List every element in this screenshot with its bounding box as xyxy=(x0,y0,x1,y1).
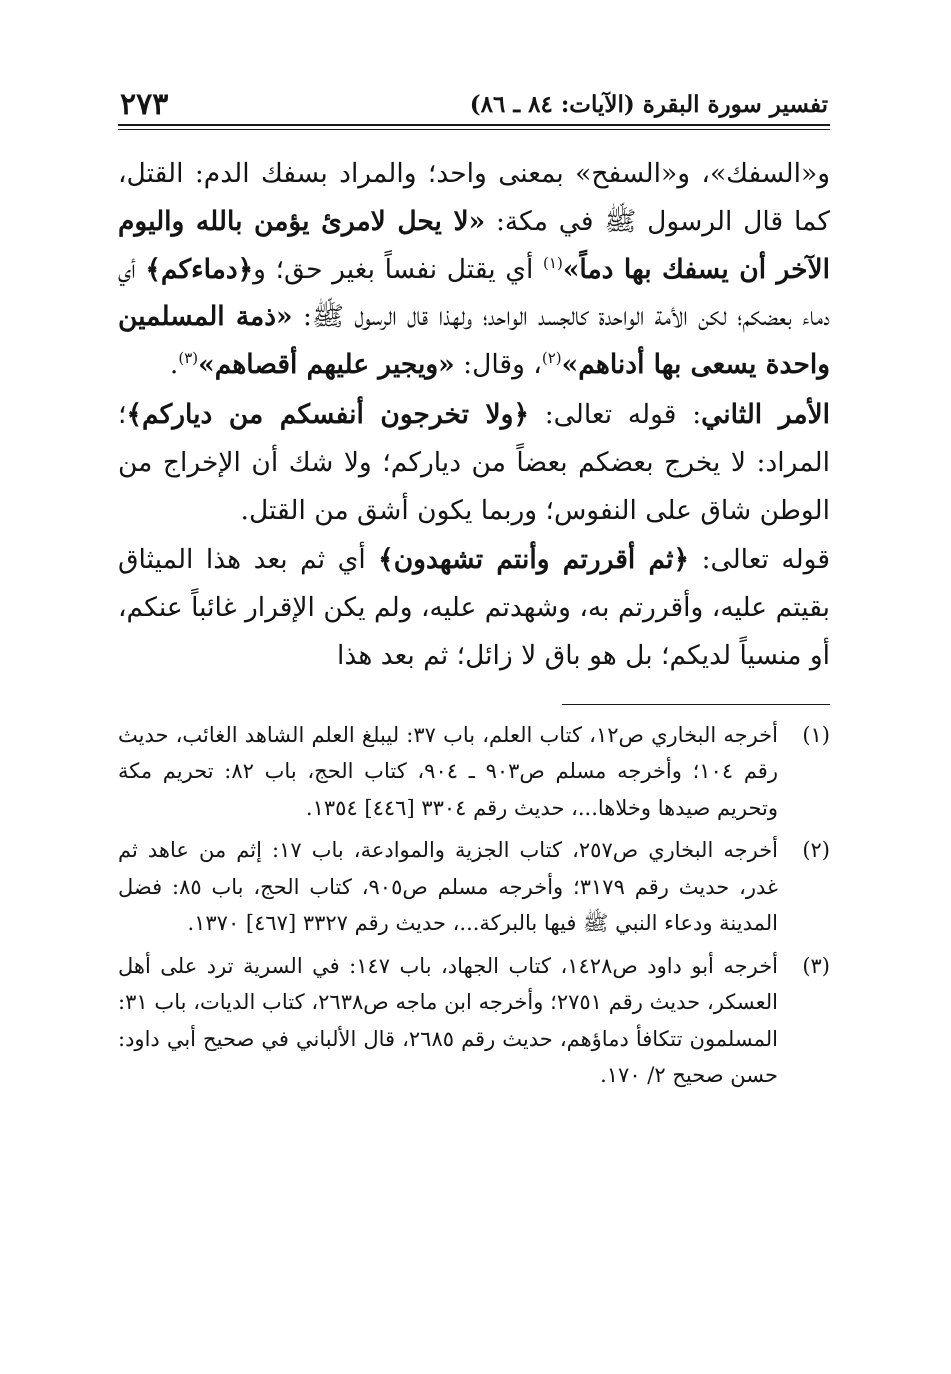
paragraph-3 xyxy=(118,536,830,679)
text-run: : قوله تعالى: xyxy=(529,398,702,430)
text-run: أي ثم بعد هذا الميثاق بقيتم عليه، وأقررتم به، وشهدتم عليه، ولم يكن الإقرار غائباً عنكم، أو منسياً لديكم؛ بل هو باق لا زائل؛ ثم بعد هذا xyxy=(118,544,830,671)
hadith-quote: «ذمة المسلمين واحدة يسعى بها أدناهم» xyxy=(118,301,830,381)
hadith-quote: «ويجير عليهم أقصاهم» xyxy=(198,349,455,381)
footnote-ref-3[interactable]: (٣) xyxy=(178,349,199,368)
footnote-number: (٢) xyxy=(802,838,830,863)
text-run: أي يقتل نفساً بغير حق؛ و xyxy=(253,253,544,285)
book-page xyxy=(118,84,830,1100)
footnote-text: أخرجه البخاري ص١٢، كتاب العلم، باب ٣٧: ليبلغ العلم الشاهد الغائب، حديث رقم ١٠٤؛ وأخرجه مسلم ص٩٠٣ ـ ٩٠٤، كتاب الحج، باب ٨٢: تحريم مكة وتحريم صيدها وخلاها...، حديث رقم ٣٣٠٤ [٤٤٦] ١٣٥٤. xyxy=(118,722,779,820)
text-run: . xyxy=(169,349,179,381)
footnote-text: أخرجه البخاري ص٢٥٧، كتاب الجزية والموادعة، باب ١٧: إثم من عاهد ثم غدر، حديث رقم ٣١٧٩؛ وأخرجه مسلم ص٩٠٥، كتاب الحج، باب ٨٥: فضل المدينة ودعاء النبي ﷺ فيها بالبركة...، حديث رقم ٣٣٢٧ [٤٦٧] ١٣٧٠. xyxy=(118,838,779,936)
main-text xyxy=(118,150,830,680)
running-header xyxy=(118,84,830,124)
footnote-number: (٣) xyxy=(802,953,830,978)
page-number: ٢٧٣ xyxy=(120,87,169,122)
footnote-number: (١) xyxy=(802,722,830,747)
quran-quote: ﴿ثم أقررتم وأنتم تشهدون﴾ xyxy=(378,544,690,576)
footnote-ref-1[interactable]: (١) xyxy=(543,253,563,272)
footnote-text: أخرجه أبو داود ص١٤٢٨، كتاب الجهاد، باب ١٤٧: في السرية ترد على أهل العسكر، حديث رقم ٢٧٥١؛ وأخرجه ابن ماجه ص٢٦٣٨، كتاب الديات، باب ٣١: المسلمون تتكافأ دماؤهم، حديث رقم ٢٦٨٥، قال الألباني في صحيح أبي داود: حسن صحيح ٢/ ١٧٠. xyxy=(118,953,779,1088)
header-rule xyxy=(118,124,830,130)
text-run: أي دماء بعضكم؛ لكن الأمة الواحدة كالجسد الواحد؛ ولهذا قال الرسول ﷺ: xyxy=(118,253,831,333)
footnote-separator xyxy=(562,704,830,705)
quran-quote: ﴿ولا تخرجون أنفسكم من دياركم﴾ xyxy=(126,398,529,430)
footnote-2 xyxy=(118,832,830,942)
text-run: ، وقال: xyxy=(454,349,542,381)
footnote-3 xyxy=(118,948,830,1094)
text-run: قوله تعالى: xyxy=(689,544,830,576)
footnotes xyxy=(118,717,830,1094)
paragraph-2 xyxy=(118,391,830,534)
hadith-quote: «لا يحل لامرئ يؤمن بالله واليوم الآخر أن يسفك بها دماً» xyxy=(118,205,830,285)
running-header-title: تفسير سورة البقرة (الآيات: ٨٤ ـ ٨٦) xyxy=(469,91,828,118)
text-run: ؛ المراد: لا يخرج بعضكم بعضاً من دياركم؛ ولا شك أن الإخراج من الوطن شاق على النفوس؛ وربما يكون أشق من القتل. xyxy=(118,398,830,526)
footnote-ref-2[interactable]: (٢) xyxy=(541,349,562,368)
paragraph-1 xyxy=(118,150,830,389)
section-heading: الأمر الثاني xyxy=(701,398,830,430)
text-run: و«السفك»، و«السفح» بمعنى واحد؛ والمراد بسفك الدم: القتل، كما قال الرسول ﷺ في مكة: xyxy=(118,158,830,237)
quran-quote: ﴿دماءكم﴾ xyxy=(145,253,254,285)
footnote-1 xyxy=(118,717,830,827)
